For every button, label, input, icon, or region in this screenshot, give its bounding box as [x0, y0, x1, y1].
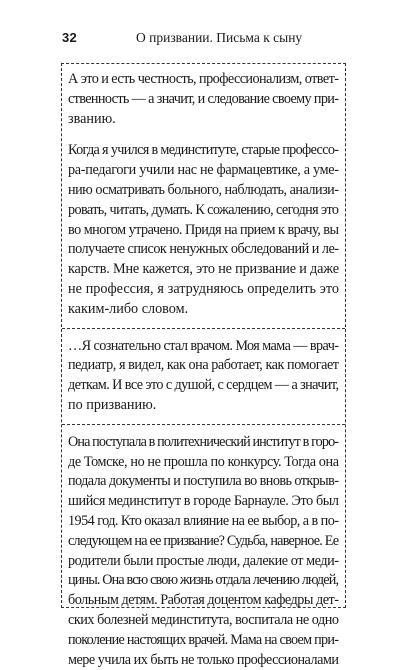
text-line: ровать, читать, думать. К сожалению, сегодня это — [68, 201, 339, 218]
text-line: не профессия, я затрудняюсь определить это — [68, 280, 339, 297]
text-line: Когда я учился в мединституте, старые профессо- — [68, 142, 339, 159]
running-title: О призвании. Письма к сыну — [136, 30, 303, 45]
text-line: педиатр, я видел, как она работает, как помогает — [68, 357, 339, 374]
text-line: следующем на ее призвание? Судьба, наверное. Ее — [68, 532, 339, 549]
text-line: А это и есть честность, профессионализм, ответ- — [68, 71, 339, 87]
section-divider — [62, 424, 345, 425]
text-line: ских болезней мединститута, воспитала не одно — [68, 611, 339, 628]
text-line: Она поступала в политехнический институт в горо- — [68, 433, 339, 450]
text-line: деткам. И все это с душой, с сердцем — а значит, — [68, 377, 339, 394]
text-line: родители были простые люди, далекие от меди- — [68, 552, 339, 569]
text-line: мере учила их быть не только профессионалами — [68, 651, 339, 668]
text-line: нию осматривать больного, наблюдать, анализи- — [68, 181, 339, 198]
paragraph-mother — [68, 433, 339, 670]
text-line: ра-педагоги учили нас не фармацевтике, а уме- — [68, 162, 339, 179]
text-line: цины. Она всю свою жизнь отдала лечению людей, — [68, 572, 339, 589]
text-line: …Я сознательно стал врачом. Моя мама — врач- — [68, 337, 339, 354]
text-line: получаете список ненужных обследований и ле- — [68, 241, 339, 258]
section-divider — [62, 328, 345, 329]
text-line: де Томске, но не прошла по конкурсу. Тогда она — [68, 453, 339, 470]
page-number: 32 — [62, 30, 78, 45]
text-line: каким-либо словом. — [68, 300, 189, 317]
text-line: больным детям. Работая доцентом кафедры дет- — [68, 592, 339, 609]
text-line: карств. Мне кажется, это не призвание и даже — [68, 261, 339, 278]
paragraph-honesty — [68, 70, 339, 129]
paragraph-became-doctor — [68, 337, 339, 416]
text-line: подала документы и поступила во вновь открыв- — [68, 473, 339, 490]
text-line: званию. — [68, 110, 116, 127]
text-line: ственность — а значит, и следование своему при- — [68, 90, 339, 107]
text-line: 1954 год. Кто оказал влияние на ее выбор, а в по- — [68, 512, 339, 529]
text-line: по призванию. — [68, 396, 157, 413]
text-frame — [61, 63, 346, 668]
paragraph-medschool — [68, 141, 339, 319]
text-line: во многом утрачено. Придя на прием к врачу, вы — [68, 221, 339, 238]
text-line: шийся мединститут в городе Барнауле. Это был — [68, 493, 339, 510]
text-line: поколение настоящих врачей. Мама на своем при- — [68, 631, 339, 648]
